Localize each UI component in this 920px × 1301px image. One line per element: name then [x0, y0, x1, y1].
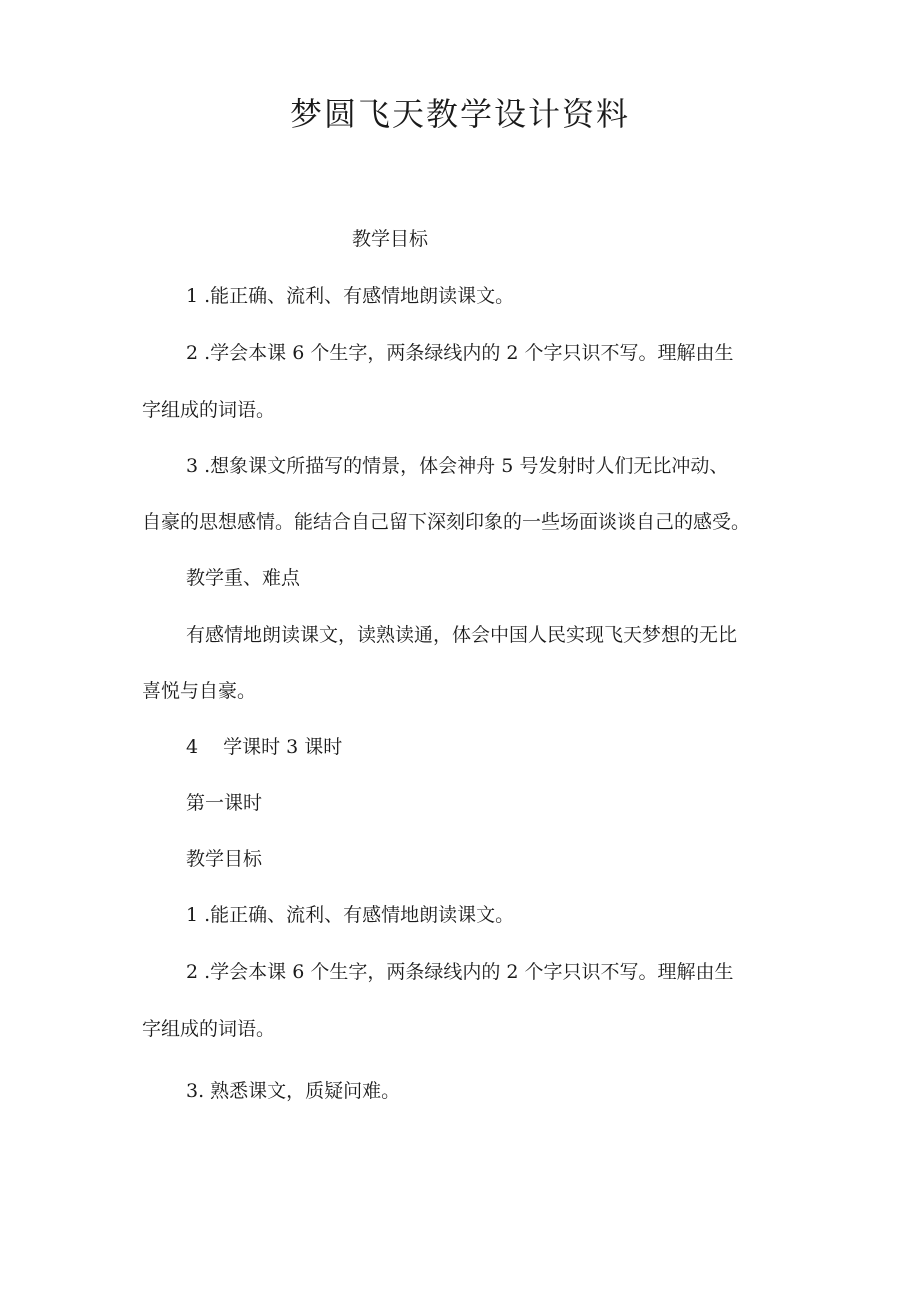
objective2-item-2: 2 .学会本课 6 个生字，两条绿线内的 2 个字只识不写。理解由生 [186, 961, 734, 983]
objective2-item-3: 3. 熟悉课文，质疑问难。 [186, 1080, 401, 1102]
objective-item-2-cont: 字组成的词语。 [142, 399, 276, 421]
objective-item-2: 2 .学会本课 6 个生字，两条绿线内的 2 个字只识不写。理解由生 [186, 342, 734, 364]
section-heading-objectives-2: 教学目标 [186, 848, 263, 870]
key-points-text: 有感情地朗读课文，读熟读通，体会中国人民实现飞天梦想的无比 [186, 624, 738, 646]
document-title: 梦圆飞天教学设计资料 [289, 95, 630, 133]
objective2-item-2-cont: 字组成的词语。 [142, 1018, 276, 1040]
section-heading-objectives: 教学目标 [352, 228, 429, 250]
lesson-hours: 4 学课时 3 课时 [186, 736, 343, 758]
objective-item-3: 3 .想象课文所描写的情景，体会神舟 5 号发射时人们无比冲动、 [186, 455, 729, 477]
objective-item-1: 1 .能正确、流利、有感情地朗读课文。 [186, 285, 515, 307]
first-lesson-heading: 第一课时 [186, 792, 263, 814]
objective-item-3-cont: 自豪的思想感情。能结合自己留下深刻印象的一些场面谈谈自己的感受。 [142, 511, 751, 533]
section-heading-key-points: 教学重、难点 [186, 567, 301, 589]
objective2-item-1: 1 .能正确、流利、有感情地朗读课文。 [186, 904, 515, 926]
key-points-text-cont: 喜悦与自豪。 [142, 680, 257, 702]
